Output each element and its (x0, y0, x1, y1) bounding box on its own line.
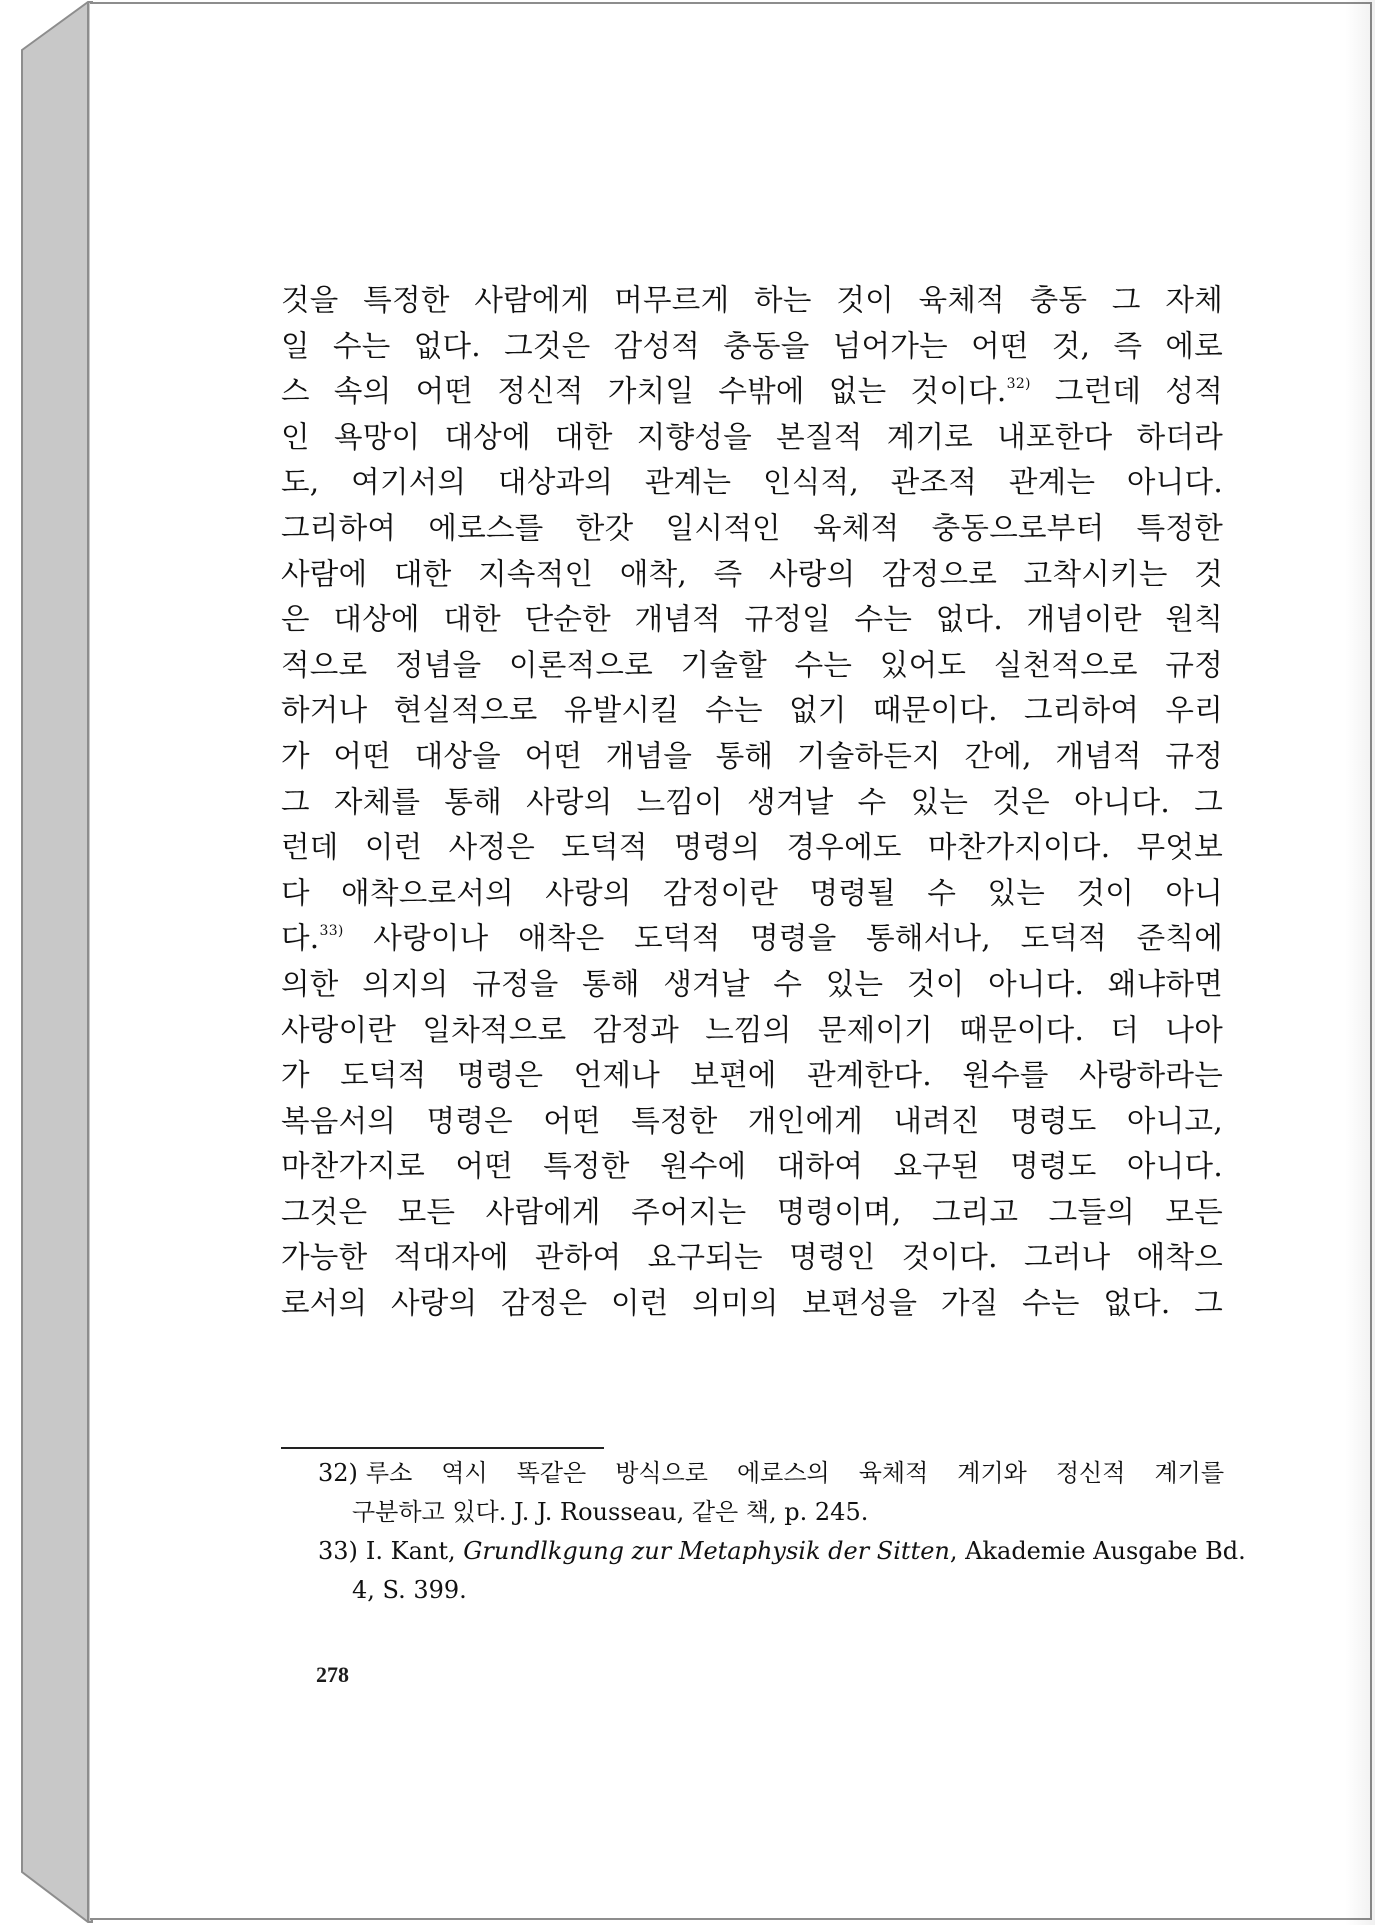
footnote-33 (318, 1532, 1246, 1610)
body-text (281, 278, 1223, 1327)
footnote-line (318, 1454, 1224, 1493)
footnote-text: I. Kant, (365, 1537, 464, 1565)
footnote-ref[interactable]: 33) (319, 923, 344, 940)
text-segment: 사랑이나 애착은 도덕적 명령을 통해서나, 도덕적 준칙에 (343, 921, 1223, 956)
text-line: 은 대상에 대한 단순한 개념적 규정일 수는 없다. 개념이란 원칙 (281, 602, 1223, 637)
text-line: 하거나 현실적으로 유발시킬 수는 없기 때문이다. 그리하여 우리 (281, 693, 1223, 728)
text-line: 가 어떤 대상을 어떤 개념을 통해 기술하든지 간에, 개념적 규정 (281, 738, 1223, 773)
text-line (281, 369, 1223, 415)
text-segment: 스 속의 어떤 정신적 가치일 수밖에 없는 것이다. (281, 374, 1007, 409)
text-line: 그 자체를 통해 사랑의 느낌이 생겨날 수 있는 것은 아니다. 그 (281, 784, 1223, 819)
footnotes (318, 1454, 1246, 1610)
text-line (281, 916, 1223, 962)
footnote-separator (281, 1447, 604, 1449)
text-line: 다 애착으로서의 사랑의 감정이란 명령될 수 있는 것이 아니 (281, 875, 1223, 910)
footnote-text: , Akademie Ausgabe Bd. (949, 1537, 1246, 1565)
text-line: 가 도덕적 명령은 언제나 보편에 관계한다. 원수를 사랑하라는 (281, 1058, 1223, 1093)
text-segment: 다. (281, 921, 320, 956)
text-line: 사람에 대한 지속적인 애착, 즉 사랑의 감정으로 고착시키는 것 (281, 556, 1223, 591)
text-line: 적으로 정념을 이론적으로 기술할 수는 있어도 실천적으로 규정 (281, 647, 1223, 682)
footnote-line (318, 1532, 1246, 1571)
text-line: 복음서의 명령은 어떤 특정한 개인에게 내려진 명령도 아니고, (281, 1103, 1223, 1138)
text-segment: 그런데 성적 (1030, 374, 1224, 409)
book-title: Grundlkgung zur Metaphysik der Sitten (463, 1537, 950, 1565)
text-line: 그리하여 에로스를 한갓 일시적인 육체적 충동으로부터 특정한 (281, 510, 1223, 545)
text-line: 일 수는 없다. 그것은 감성적 충동을 넘어가는 어떤 것, 즉 에로 (281, 328, 1223, 363)
footnote-32 (318, 1454, 1224, 1532)
text-line: 가능한 적대자에 관하여 요구되는 명령인 것이다. 그러나 애착으 (281, 1240, 1223, 1275)
text-line: 의한 의지의 규정을 통해 생겨날 수 있는 것이 아니다. 왜냐하면 (281, 966, 1223, 1001)
footnote-line: 구분하고 있다. J. J. Rousseau, 같은 책, p. 245. (352, 1498, 869, 1526)
footnote-number: 33) (318, 1537, 358, 1565)
footnote-ref[interactable]: 32) (1006, 376, 1031, 393)
text-line: 인 욕망이 대상에 대한 지향성을 본질적 계기로 내포한다 하더라 (281, 419, 1223, 454)
text-line: 마찬가지로 어떤 특정한 원수에 대하여 요구된 명령도 아니다. (281, 1149, 1223, 1184)
page-number: 278 (316, 1662, 349, 1687)
footnote-line: 4, S. 399. (352, 1576, 467, 1604)
footnote-text: 루소 역시 똑같은 방식으로 에로스의 육체적 계기와 정신적 계기를 (365, 1459, 1224, 1487)
book-spine (0, 0, 95, 1925)
text-line: 도, 여기서의 대상과의 관계는 인식적, 관조적 관계는 아니다. (281, 465, 1223, 500)
text-line: 사랑이란 일차적으로 감정과 느낌의 문제이기 때문이다. 더 나아 (281, 1012, 1223, 1047)
text-line: 로서의 사랑의 감정은 이런 의미의 보편성을 가질 수는 없다. 그 (281, 1286, 1223, 1321)
text-line: 것을 특정한 사람에게 머무르게 하는 것이 육체적 충동 그 자체 (281, 283, 1223, 317)
text-line: 그것은 모든 사람에게 주어지는 명령이며, 그리고 그들의 모든 (281, 1194, 1223, 1229)
footnote-number: 32) (318, 1459, 358, 1487)
text-line: 런데 이런 사정은 도덕적 명령의 경우에도 마찬가지이다. 무엇보 (281, 830, 1223, 865)
